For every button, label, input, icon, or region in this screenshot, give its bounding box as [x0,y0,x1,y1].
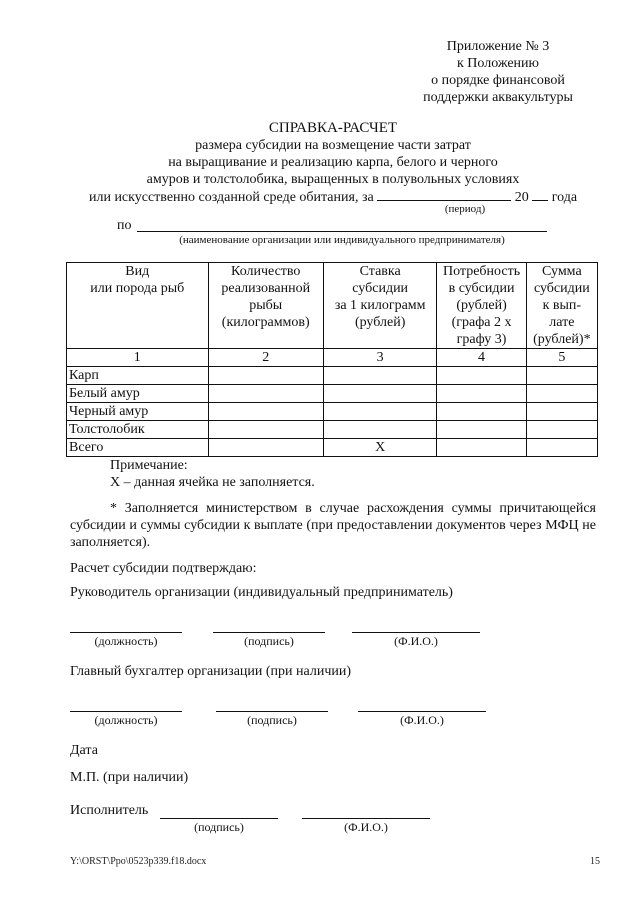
period-label: (период) [444,203,486,215]
subtitle-line-4 [60,188,606,206]
row-label: Карп [67,367,209,385]
subtitle-line-1: размера субсидии на возмещение части затрат [195,138,471,153]
row-label: Черный амур [67,403,209,421]
header-rate-text: Ставка субсидии за 1 килограмм (рублей) [334,264,426,330]
annex-block [400,38,596,106]
period-field[interactable] [377,188,511,201]
subtitle-line-4-prefix: или искусственно созданной среде обитания, за [88,190,374,205]
quantity-cell[interactable] [208,421,323,439]
head-position-field[interactable] [70,632,182,633]
head-signature-label: (подпись) [244,634,294,648]
header-quantity-text: Количество реализованной рыбы (килограммов) [221,264,311,330]
executor-fio-label: (Ф.И.О.) [344,820,388,834]
document-title: СПРАВКА-РАСЧЕТ [268,120,398,136]
header-payout-text: Сумма субсидии к вып- лате (рублей)* [533,264,591,347]
accountant-signature-field[interactable] [216,711,328,712]
accountant-position-label: (должность) [94,713,158,727]
head-fio-label: (Ф.И.О.) [394,634,438,648]
accountant-signature-label: (подпись) [247,713,297,727]
date-label: Дата [70,743,98,758]
payout-cell[interactable] [526,421,597,439]
row-label: Всего [67,439,209,457]
rate-cell[interactable] [323,367,436,385]
table-row-total [67,439,598,457]
stamp-label: М.П. (при наличии) [70,770,189,785]
column-number: 2 [208,349,323,367]
column-number-row [67,349,598,367]
executor-fio-field[interactable] [302,818,430,819]
column-number: 4 [437,349,526,367]
x-note: Х – данная ячейка не заполняется. [110,475,315,490]
table-row [67,367,598,385]
executor-signature-label: (подпись) [194,820,244,834]
star-note: * Заполняется министерством в случае расхождения суммы причитающейся субсидии и суммы субсидии к выплате (при предоставлении документов через МФЦ не заполняется). [70,501,596,550]
need-cell[interactable] [437,403,526,421]
header-payout [526,263,597,349]
header-need-text: Потребность в субсидии (рублей) (графа 2 х графу 3) [442,264,521,347]
rate-cell[interactable] [323,403,436,421]
header-quantity [208,263,323,349]
organization-field[interactable] [137,231,547,232]
payout-cell[interactable] [526,403,597,421]
quantity-cell[interactable] [208,385,323,403]
row-label: Белый амур [67,385,209,403]
annex-line-2: к Положению [456,56,539,71]
header-need [437,263,526,349]
annex-line-1: Приложение № 3 [446,39,550,54]
quantity-cell[interactable] [208,403,323,421]
note-label: Примечание: [110,458,188,473]
payout-cell[interactable] [526,439,597,457]
executor-signature-field[interactable] [160,818,278,819]
po-label: по [117,218,132,233]
column-number: 1 [67,349,209,367]
table-row [67,421,598,439]
head-position-label: (должность) [94,634,158,648]
footer-file-path: Y:\ORST\Ppo\0523p339.f18.docx [70,856,207,867]
rate-cell[interactable] [323,421,436,439]
header-fish-type [67,263,209,349]
payout-cell[interactable] [526,367,597,385]
year-prefix: 20 [514,190,529,205]
accountant-fio-field[interactable] [358,711,486,712]
column-number: 3 [323,349,436,367]
table-header-row [67,263,598,349]
need-cell[interactable] [437,367,526,385]
column-number: 5 [526,349,597,367]
confirm-label: Расчет субсидии подтверждаю: [70,561,257,576]
organization-label: (наименование организации или индивидуального предпринимателя) [179,234,505,246]
year-suffix: года [551,190,578,205]
head-title: Руководитель организации (индивидуальный предприниматель) [70,585,453,600]
year-field[interactable] [532,188,548,201]
subtitle-block [60,137,606,206]
payout-cell[interactable] [526,385,597,403]
subtitle-line-3: амуров и толстолобика, выращенных в полувольных условиях [146,172,520,187]
need-cell[interactable] [437,421,526,439]
executor-title: Исполнитель [70,803,149,818]
quantity-cell[interactable] [208,439,323,457]
head-fio-field[interactable] [352,632,480,633]
accountant-position-field[interactable] [70,711,182,712]
row-label: Толстолобик [67,421,209,439]
rate-cell-excluded: Х [323,439,436,457]
header-rate [323,263,436,349]
header-fish-type-text: Вид или порода рыб [90,264,185,296]
subtitle-line-2: на выращивание и реализацию карпа, белого и черного [168,155,498,170]
page-number: 15 [590,856,600,867]
table-row [67,385,598,403]
need-cell[interactable] [437,439,526,457]
annex-line-4: поддержки аквакультуры [423,90,573,105]
head-signature-field[interactable] [213,632,325,633]
quantity-cell[interactable] [208,367,323,385]
subsidy-table [66,262,598,457]
table-row [67,403,598,421]
annex-line-3: о порядке финансовой [431,73,565,88]
need-cell[interactable] [437,385,526,403]
accountant-title: Главный бухгалтер организации (при наличии) [70,664,352,679]
accountant-fio-label: (Ф.И.О.) [400,713,444,727]
rate-cell[interactable] [323,385,436,403]
